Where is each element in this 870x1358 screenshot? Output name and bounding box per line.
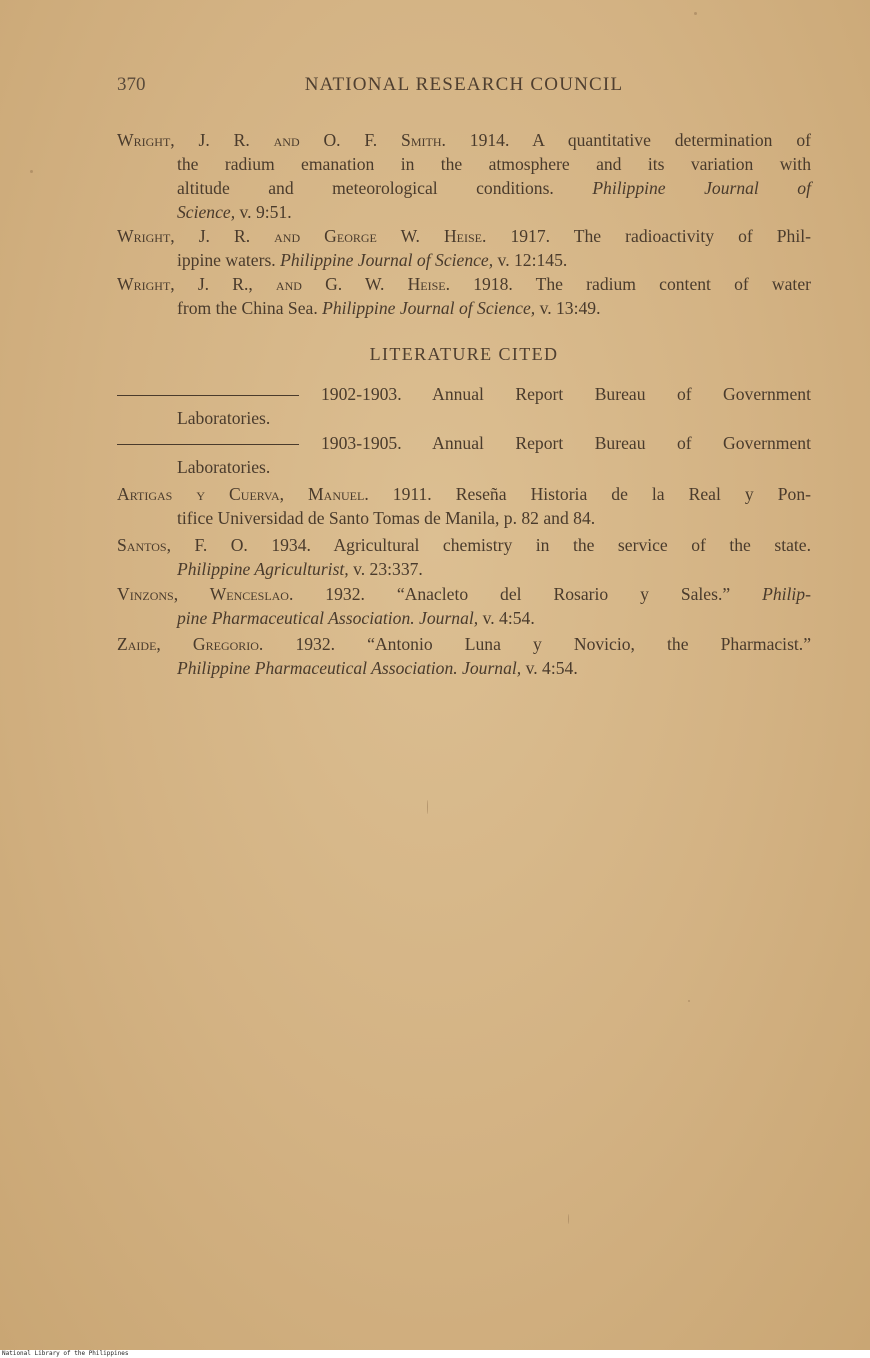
reference-title: The radioactivity of Phil- <box>573 226 811 246</box>
reference-title: A quantitative determination of <box>532 130 811 150</box>
citation-entry <box>117 382 811 430</box>
citation-title: Annual Report Bureau of Government <box>432 433 811 453</box>
citation-journal: Philippine Agriculturist, <box>177 559 349 579</box>
citation-year: 1902-1903. <box>321 384 402 404</box>
citation-volume: v. 4:54. <box>525 658 578 678</box>
citation-entry <box>117 482 811 530</box>
citation-journal: Philippine Pharmaceutical Association. Journal, <box>177 658 522 678</box>
citation-year: 1911. <box>392 484 432 504</box>
citation-entry <box>117 632 811 680</box>
reference-entry <box>117 128 811 224</box>
citation-entry <box>117 431 811 479</box>
citation-author: Santos, F. O. <box>117 535 248 555</box>
paper-speck <box>688 1000 690 1002</box>
reference-volume: v. 9:51. <box>239 202 292 222</box>
reference-year: 1918. <box>473 274 513 294</box>
reference-author: Wright, J. R. and O. F. Smith. <box>117 130 446 150</box>
citation-title: Agricultural chemistry in the service of the state. <box>333 535 811 555</box>
citation-author: Zaide, Gregorio. <box>117 634 264 654</box>
reference-volume: v. 12:145. <box>497 250 568 270</box>
citation-author: Vinzons, Wenceslao. <box>117 584 294 604</box>
paper-speck <box>427 800 428 814</box>
reference-year: 1917. <box>510 226 551 246</box>
reference-title: the radium emanation in the atmosphere and its variation with <box>177 154 811 174</box>
paper-speck <box>30 170 33 173</box>
citation-journal: Philip- <box>762 584 811 604</box>
reference-title: altitude and meteorological conditions. <box>177 178 554 198</box>
running-title: NATIONAL RESEARCH COUNCIL <box>304 74 624 95</box>
citation-title: Annual Report Bureau of Government <box>432 384 811 404</box>
citation-year: 1903-1905. <box>321 433 402 453</box>
reference-year: 1914. <box>469 130 510 150</box>
page-header <box>117 74 811 104</box>
citation-title: Laboratories. <box>177 457 271 477</box>
citation-year: 1934. <box>271 535 311 555</box>
reference-title: ippine waters. <box>177 250 276 270</box>
reference-title: The radium content of water <box>535 274 811 294</box>
reference-journal: Philippine Journal of Science, <box>322 298 536 318</box>
paper-speck <box>568 1214 569 1224</box>
reference-author: Wright, J. R. and George W. Heise. <box>117 226 487 246</box>
section-title: LITERATURE CITED <box>369 344 559 364</box>
reference-entry <box>117 272 811 320</box>
citation-title: Laboratories. <box>177 408 271 428</box>
reference-journal: Philippine Journal of Science, <box>280 250 494 270</box>
reference-author: Wright, J. R., and G. W. Heise. <box>117 274 451 294</box>
citation-volume: v. 23:337. <box>353 559 423 579</box>
reference-entry <box>117 224 811 272</box>
citation-author: Artigas y Cuerva, Manuel. <box>117 484 369 504</box>
reference-journal: Philippine Journal of <box>592 178 811 198</box>
citation-title: tifice Universidad de Santo Tomas de Manila, p. 82 and 84. <box>177 508 596 528</box>
page-number: 370 <box>117 74 146 95</box>
citation-title: “Anacleto del Rosario y Sales.” <box>396 584 731 604</box>
citation-journal: pine Pharmaceutical Association. Journal, <box>177 608 479 628</box>
paper-speck <box>694 12 697 15</box>
reference-volume: v. 13:49. <box>539 298 601 318</box>
ditto-dash <box>117 395 299 397</box>
citation-title: Reseña Historia de la Real y Pon- <box>455 484 811 504</box>
reference-journal: Science, <box>177 202 236 222</box>
footer-strip <box>0 1350 870 1358</box>
citation-year: 1932. <box>325 584 365 604</box>
reference-title: from the China Sea. <box>177 298 318 318</box>
citation-title: “Antonio Luna y Novicio, the Pharmacist.” <box>367 634 812 654</box>
ditto-dash <box>117 444 299 446</box>
citation-entry <box>117 533 811 581</box>
citation-year: 1932. <box>295 634 336 654</box>
source-credit: National Library of the Philippines <box>2 1350 129 1357</box>
citation-volume: v. 4:54. <box>482 608 535 628</box>
citation-entry <box>117 582 811 630</box>
